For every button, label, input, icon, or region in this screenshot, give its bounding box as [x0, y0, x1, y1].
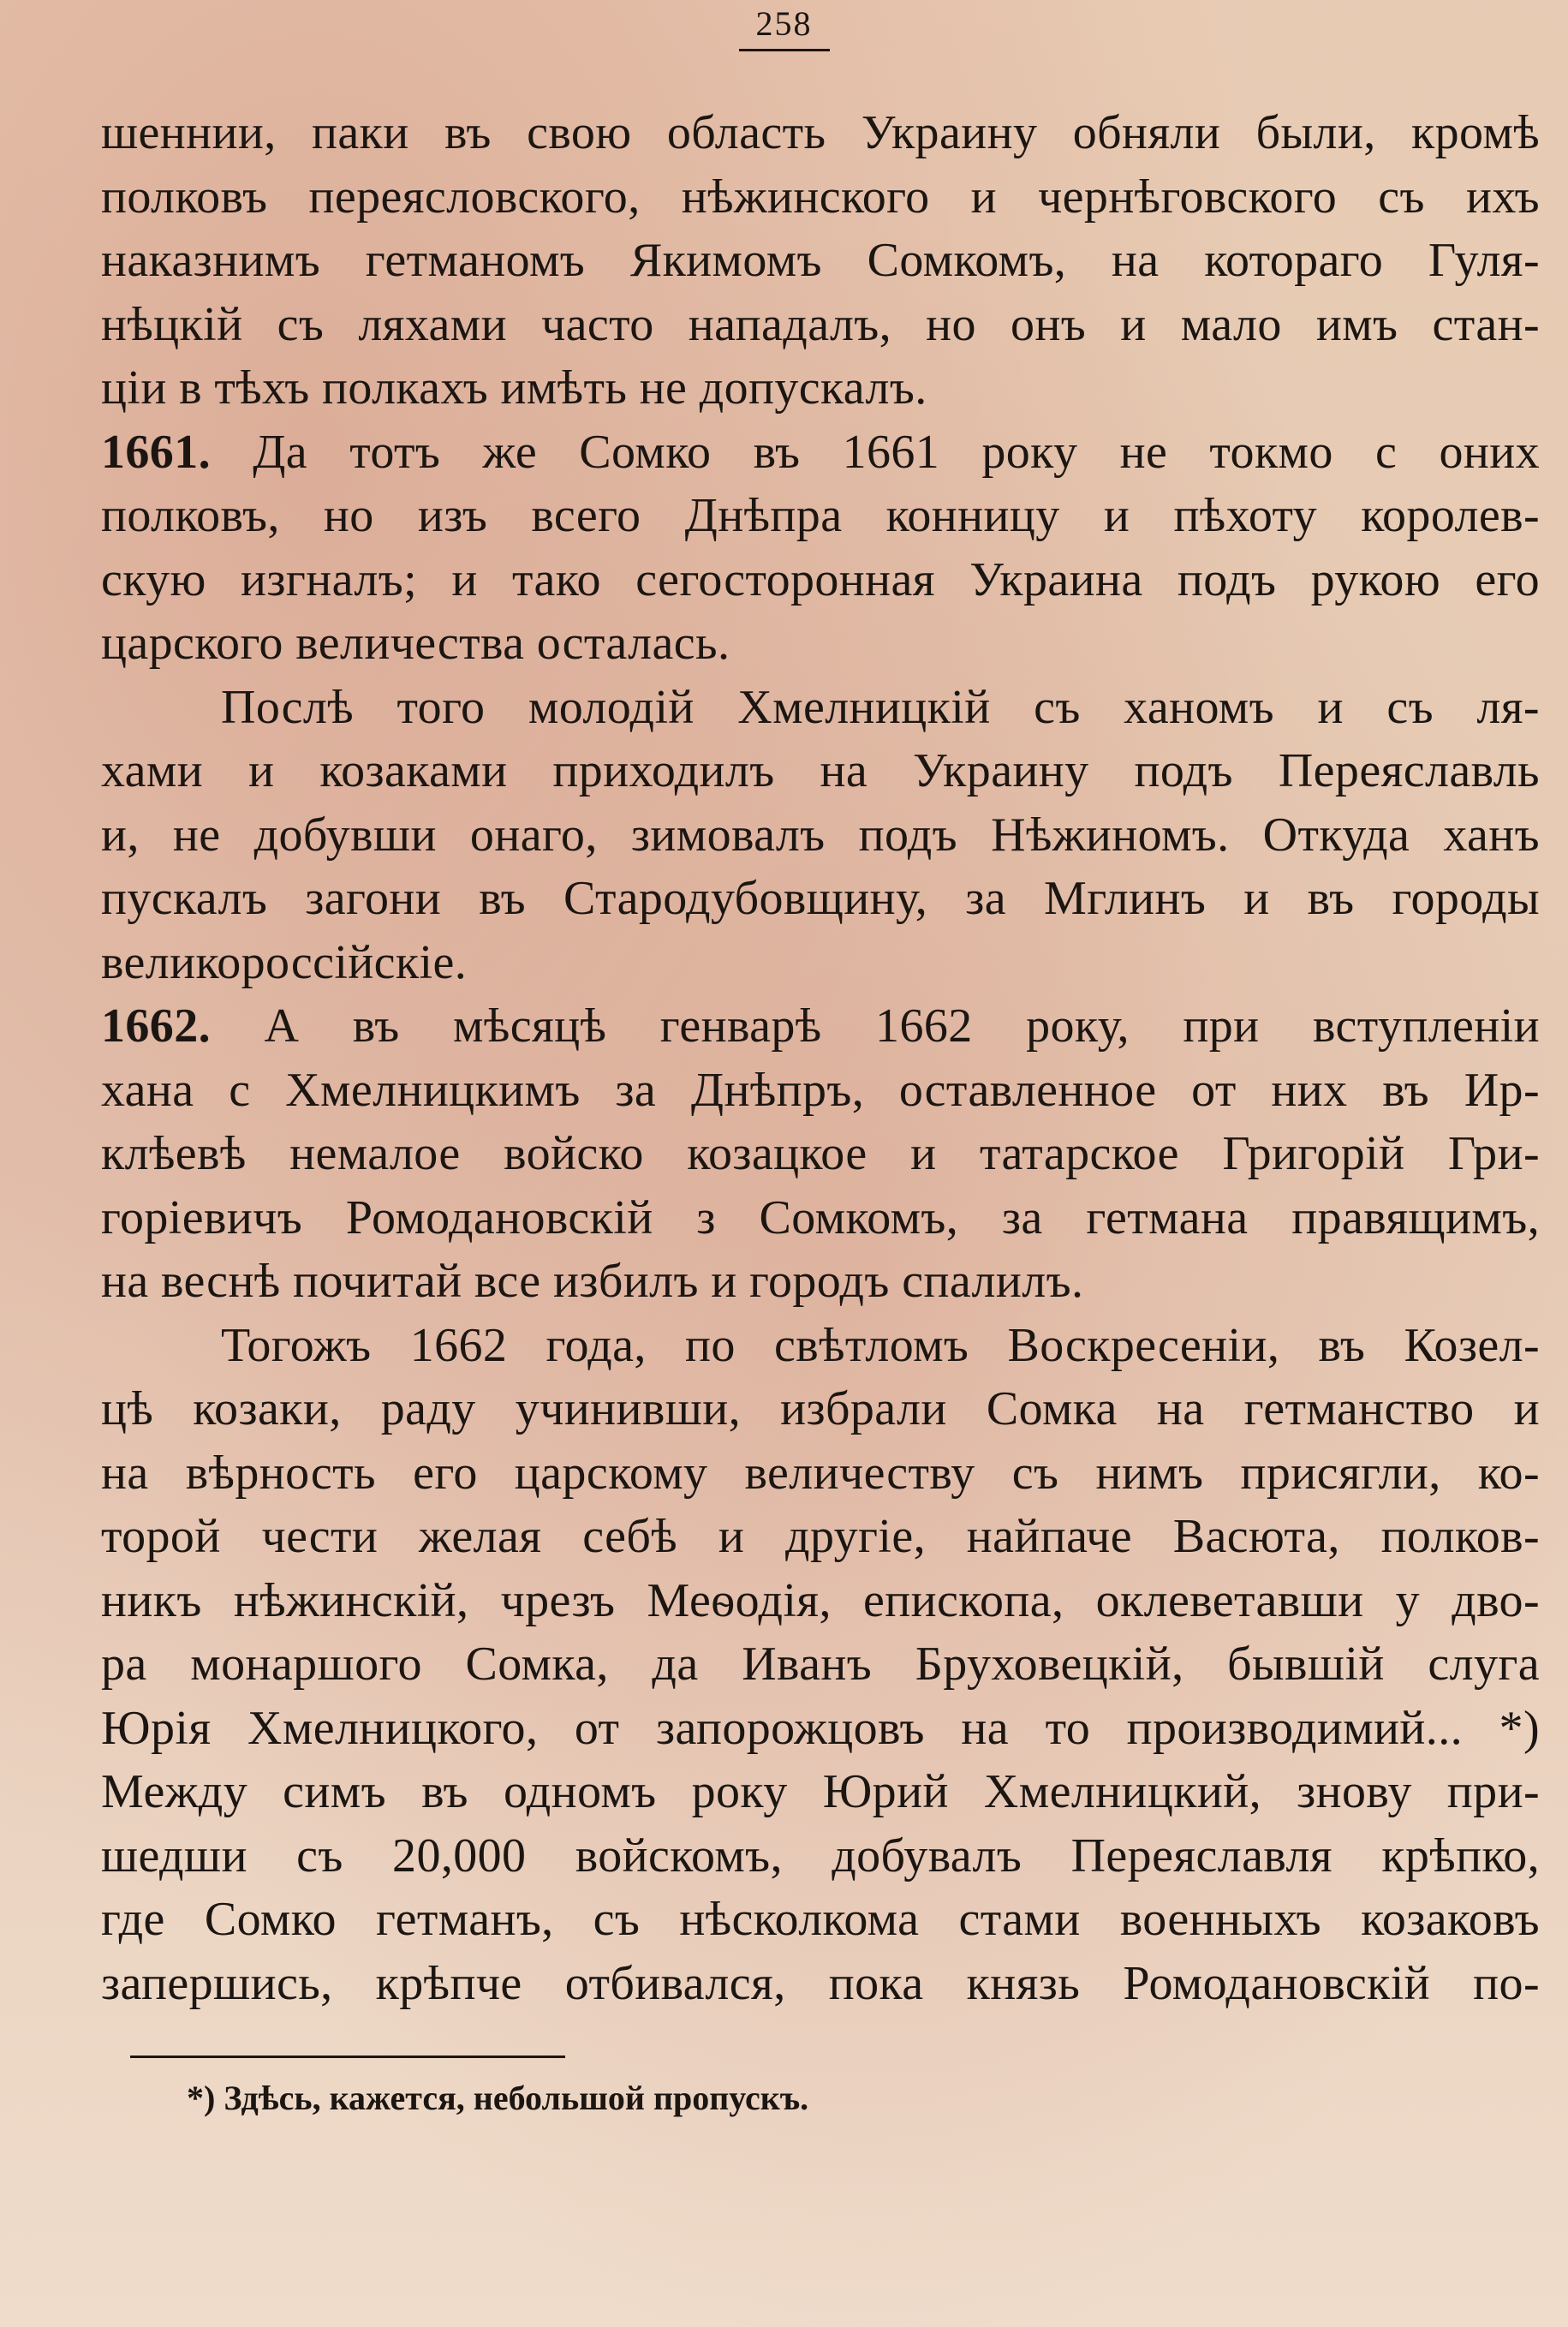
line-text: Тогожъ 1662 года, по свѣтломъ Воскресеніи, въ Козел-: [221, 1318, 1540, 1372]
text-line: [101, 1377, 1540, 1441]
text-line: [101, 1569, 1540, 1633]
line-text: А въ мѣсяцѣ генварѣ 1662 року, при вступленіи: [211, 999, 1540, 1053]
text-line: [101, 1632, 1540, 1697]
page-number: [0, 3, 1568, 51]
line-text: Юрія Хмелницкого, от запорожцовъ на то производимий... *): [101, 1701, 1540, 1755]
line-text: Да тотъ же Сомко въ 1661 року не токмо с оних: [211, 425, 1540, 479]
text-line: [101, 1122, 1540, 1186]
text-line: [101, 676, 1540, 740]
line-text: великороссійскіе.: [101, 935, 468, 989]
text-line: [101, 1697, 1540, 1761]
line-text: запершись, крѣпче отбивался, пока князь Ромодановскій по-: [101, 1956, 1540, 2010]
text-line: [101, 484, 1540, 548]
text-line: [101, 803, 1540, 868]
year-marker: 1661.: [101, 425, 211, 479]
text-line: [101, 1441, 1540, 1506]
line-text: горіевичъ Ромодановскій з Сомкомъ, за гетмана правящимъ,: [101, 1190, 1540, 1244]
text-line: [101, 1186, 1540, 1250]
text-line: [101, 1505, 1540, 1569]
text-line: [101, 1888, 1540, 1952]
text-line: [101, 867, 1540, 931]
line-text: и, не добувши онаго, зимовалъ подъ Нѣжиномъ. Откуда ханъ: [101, 808, 1540, 862]
text-line: [101, 612, 1540, 676]
line-text: наказнимъ гетманомъ Якимомъ Сомкомъ, на котораго Гуля-: [101, 234, 1540, 287]
line-text: на вѣрность его царскому величеству съ нимъ присягли, ко-: [101, 1446, 1540, 1500]
line-text: шедши съ 20,000 войскомъ, добувалъ Переяславля крѣпко,: [101, 1829, 1540, 1882]
line-text: полковъ переясловского, нѣжинского и чернѣговского съ ихъ: [101, 170, 1540, 224]
line-text: Послѣ того молодій Хмелницкій съ ханомъ и съ ля-: [221, 680, 1540, 734]
line-text: на веснѣ почитай все избилъ и городъ спалилъ.: [101, 1255, 1084, 1308]
text-line: [101, 931, 1540, 995]
text-line: [101, 1059, 1540, 1123]
text-line: [101, 1314, 1540, 1378]
text-line: [101, 421, 1540, 485]
line-text: торой чести желая себѣ и другіе, найпаче Васюта, полков-: [101, 1510, 1540, 1563]
text-line: [101, 994, 1540, 1059]
line-text: цѣ козаки, раду учинивши, избрали Сомка на гетманство и: [101, 1382, 1540, 1435]
body-text: [101, 101, 1540, 2015]
text-line: [101, 739, 1540, 803]
line-text: царского величества осталась.: [101, 617, 730, 670]
text-line: [101, 548, 1540, 612]
line-text: ра монаршого Сомка, да Иванъ Бруховецкій, бывшій слуга: [101, 1638, 1540, 1691]
text-line: [101, 1952, 1540, 2016]
line-text: нѣцкій съ ляхами часто нападалъ, но онъ и мало имъ стан-: [101, 297, 1540, 351]
line-text: клѣевѣ немалое войско козацкое и татарское Григорій Гри-: [101, 1127, 1540, 1180]
line-text: скую изгналъ; и тако сегосторонная Украина подъ рукою его: [101, 552, 1540, 606]
text-line: [101, 1824, 1540, 1888]
year-marker: 1662.: [101, 999, 211, 1053]
footnote: *) Здѣсь, кажется, небольшой пропускъ.: [187, 2079, 809, 2117]
line-text: Между симъ въ одномъ року Юрий Хмелницкий, знову при-: [101, 1765, 1540, 1818]
line-text: хана с Хмелницкимъ за Днѣпръ, оставленное от них въ Ир-: [101, 1063, 1540, 1117]
text-line: [101, 1760, 1540, 1824]
footnote-divider: [130, 2056, 565, 2058]
text-line: [101, 293, 1540, 357]
line-text: хами и козаками приходилъ на Украину подъ Переяславль: [101, 744, 1540, 797]
text-line: [101, 101, 1540, 165]
page-number-text: 258: [739, 3, 830, 51]
text-line: [101, 165, 1540, 230]
line-text: полковъ, но изъ всего Днѣпра конницу и пѣхоту королев-: [101, 489, 1540, 542]
line-text: где Сомко гетманъ, съ нѣсколкома стами военныхъ козаковъ: [101, 1893, 1540, 1946]
line-text: шеннии, паки въ свою область Украину обняли были, кромѣ: [101, 106, 1540, 159]
text-line: [101, 229, 1540, 293]
line-text: никъ нѣжинскій, чрезъ Меѳодія, епископа, оклеветавши у дво-: [101, 1573, 1540, 1627]
line-text: ціи в тѣхъ полкахъ имѣть не допускалъ.: [101, 361, 927, 415]
text-line: [101, 1250, 1540, 1314]
text-line: [101, 356, 1540, 421]
line-text: пускалъ загони въ Стародубовщину, за Мглинъ и въ городы: [101, 872, 1540, 925]
